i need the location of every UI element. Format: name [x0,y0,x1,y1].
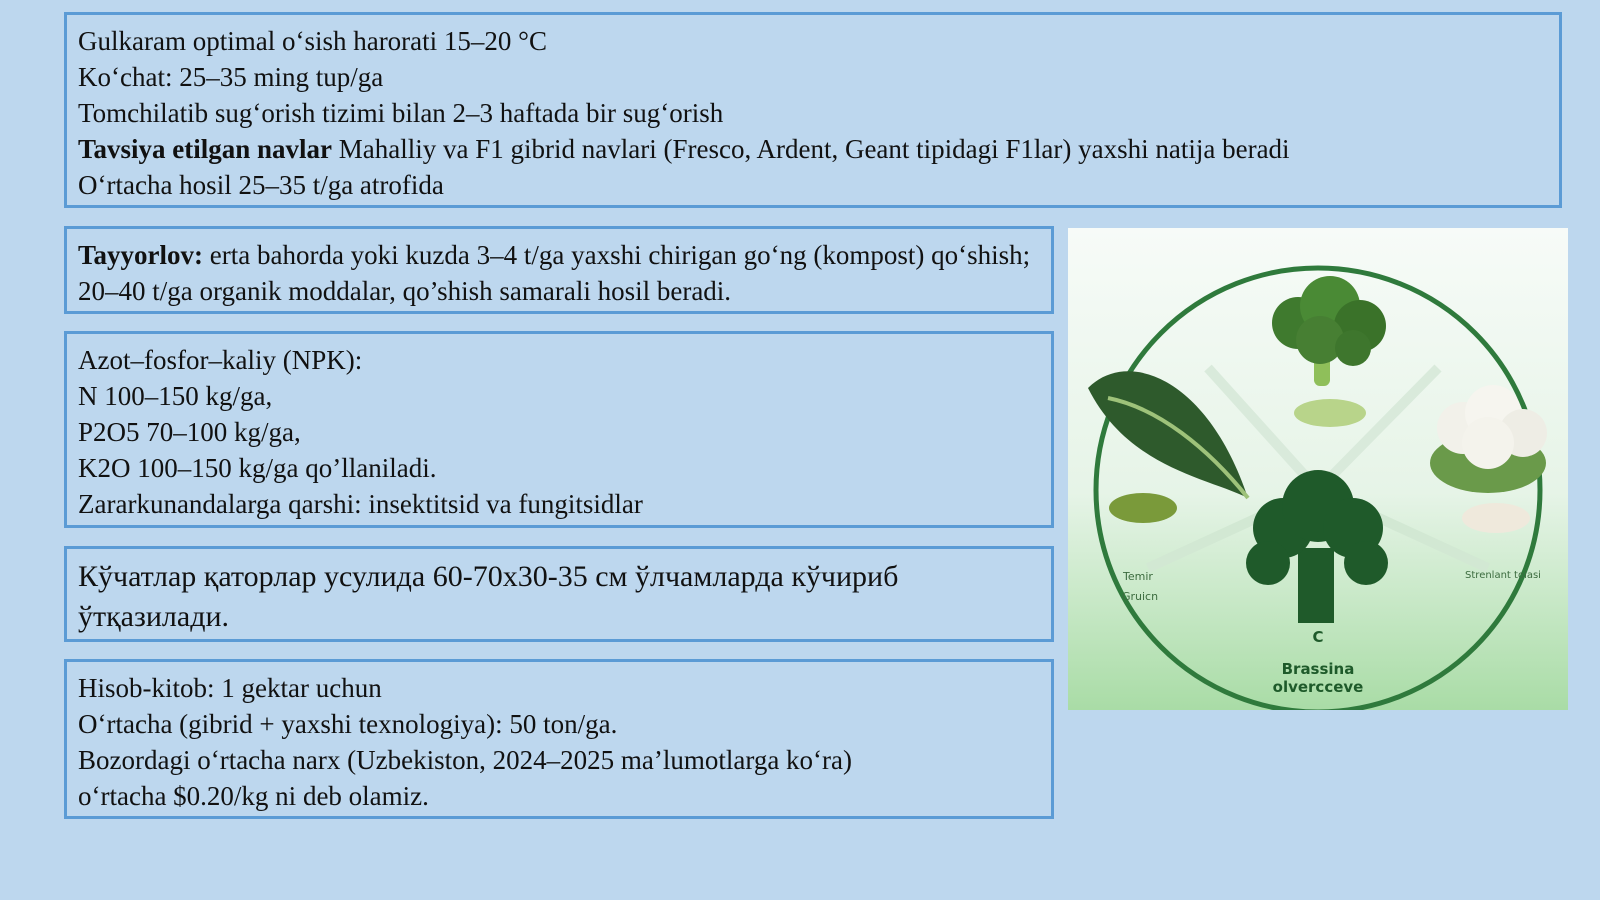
calculation-box [64,659,1054,819]
brassica-illustration [1068,228,1568,710]
cauliflower-powder-icon [1462,503,1530,533]
phosphorus-line: P2O5 70–100 kg/ga, [78,417,301,447]
transplanting-text: Кўчатлар қаторлар усулида 60-70х30-35 см ўлчамларда кўчириб ўтқазилади. [78,560,899,633]
preparation-body: erta bahorda yoki kuzda 3–4 t/ga yaxshi chirigan go‘ng (kompost) qo‘shish; 20–40 t/ga organik moddalar, qo’shish samarali hosil beradi. [78,240,1031,306]
label-vitamin-c: C [1312,628,1324,646]
label-temir: Temir [1123,570,1153,583]
varieties-line [78,131,1548,167]
seedling-density-line: Ko‘chat: 25–35 ming tup/ga [78,62,384,92]
broccoli-powder-icon [1294,399,1366,427]
label-strenlant: Strenlant tolasi [1465,570,1541,581]
illustration-title-1: Brassina [1281,660,1355,678]
brassica-diagram [1068,228,1568,710]
transplanting-box [64,546,1054,642]
cauliflower-icon [1430,385,1547,493]
npk-heading: Azot–fosfor–kaliy (NPK): [78,345,363,375]
label-gruicn: Gruicn [1121,590,1159,603]
broccoli-tree-icon [1246,470,1388,623]
divider-line [1318,368,1438,490]
pest-control-line: Zararkunandalarga qarshi: insektitsid va fungitsidlar [78,489,643,519]
potassium-line: K2O 100–150 kg/ga qo’llaniladi. [78,453,437,483]
nitrogen-line: N 100–150 kg/ga, [78,381,273,411]
temperature-line: Gulkaram optimal o‘sish harorati 15–20 °C [78,26,547,56]
preparation-heading: Tayyorlov: [78,240,204,270]
market-price-line: Bozordagi o‘rtacha narx (Uzbekiston, 2024–2025 ma’lumotlarga ko‘ra) [78,745,853,775]
kale-powder-icon [1109,493,1177,523]
average-yield-line: O‘rtacha (gibrid + yaxshi texnologiya): 50 ton/ga. [78,709,618,739]
calc-heading: Hisob-kitob: 1 gektar uchun [78,673,382,703]
preparation-box [64,226,1054,314]
yield-line: O‘rtacha hosil 25–35 t/ga atrofida [78,170,444,200]
fertilizer-box [64,331,1054,528]
illustration-title-2: olvercceve [1272,678,1364,696]
price-per-kg-line: o‘rtacha $0.20/kg ni deb olamiz. [78,781,429,811]
irrigation-line: Tomchilatib sug‘orish tizimi bilan 2–3 haftada bir sug‘orish [78,98,724,128]
broccoli-icon [1272,276,1386,386]
varieties-heading: Tavsiya etilgan navlar [78,134,333,164]
growing-conditions-box [64,12,1562,208]
varieties-text: Mahalliy va F1 gibrid navlari (Fresco, Ardent, Geant tipidagi F1lar) yaxshi natija beradi [332,134,1290,164]
preparation-text [78,237,1040,309]
